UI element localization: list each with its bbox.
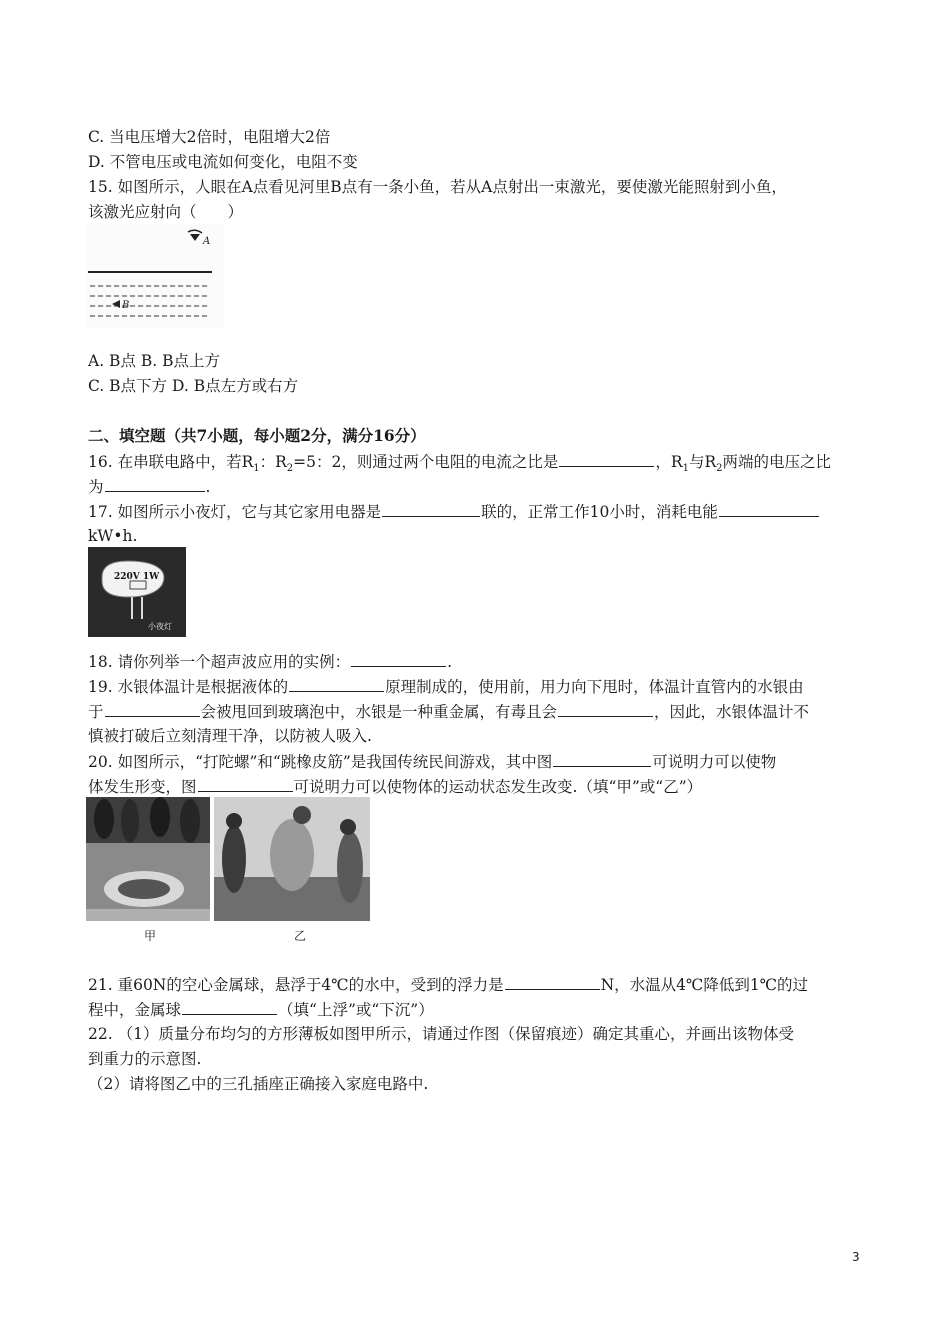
fish-river-figure [86, 224, 224, 328]
q17-line2: kW•h. [88, 527, 138, 545]
q18-line: 18. 请你列举一个超声波应用的实例： . [88, 653, 453, 671]
point-a-label: A [203, 236, 211, 247]
q17-blank-2[interactable] [719, 501, 819, 517]
q16-line1: 16. 在串联电路中，若$R_1$：$R_2=5$：2，则通过两个电阻的电流之比是 ，$R_1$与$R_2$两端的电压之比 [88, 453, 831, 475]
q21-blank-2[interactable] [182, 999, 277, 1015]
q18-blank[interactable] [351, 651, 446, 667]
lamp-rating-label: 220V 1W [114, 572, 160, 582]
q17-blank-1[interactable] [382, 501, 480, 517]
q16-line2: 为 . [88, 478, 211, 496]
q14-option-d: D. 不管电压或电流如何变化，电阻不变 [88, 153, 358, 171]
q22-line3: （2）请将图乙中的三孔插座正确接入家庭电路中. [88, 1075, 429, 1093]
q20-blank-2[interactable] [198, 776, 293, 792]
folk-games-figure [86, 797, 374, 949]
section-2-heading: 二、填空题（共7小题，每小题2分，满分16分） [88, 426, 426, 445]
q22-line1: 22. （1）质量分布均匀的方形薄板如图甲所示，请通过作图（保留痕迹）确定其重心，并画出该物体受 [88, 1025, 794, 1043]
q21-line1: 21. 重60N的空心金属球，悬浮于4℃的水中，受到的浮力是 N，水温从4℃降低到1℃的过 [88, 976, 809, 994]
q20-line2: 体发生形变，图 可说明力可以使物体的运动状态发生改变.（填“甲”或“乙”） [88, 778, 703, 796]
q19-blank-2[interactable] [105, 701, 200, 717]
q14-option-c: C. 当电压增大2倍时，电阻增大2倍 [88, 128, 331, 146]
caption-yi: 乙 [294, 929, 307, 943]
q17-line1: 17. 如图所示小夜灯，它与其它家用电器是 联的，正常工作10小时，消耗电能 [88, 501, 820, 522]
q21-blank-1[interactable] [505, 974, 600, 990]
rubber-band-jump-photo [214, 797, 370, 921]
night-lamp-figure [88, 547, 186, 637]
q19-line3: 慎被打破后立刻清理干净，以防被人吸入. [88, 727, 372, 745]
point-b-label: B [122, 300, 130, 311]
q19-line1: 19. 水银体温计是根据液体的 原理制成的，使用前，用力向下甩时，体温计直管内的水银由 [88, 678, 804, 696]
q22-line2: 到重力的示意图. [88, 1050, 202, 1068]
q16-blank-2[interactable] [105, 476, 205, 492]
q16-blank-1[interactable] [559, 451, 654, 467]
q15-stem-line1: 15. 如图所示，人眼在A点看见河里B点有一条小鱼，若从A点射出一束激光，要使激光能照射到小鱼， [88, 178, 787, 196]
q19-blank-1[interactable] [289, 676, 384, 692]
q15-options-ab: A. B点 B. B点上方 [88, 352, 221, 370]
lamp-caption: 小夜灯 [148, 622, 172, 631]
q15-options-cd: C. B点下方 D. B点左方或右方 [88, 377, 299, 395]
q15-stem-line2: 该激光应射向（ ） [88, 203, 244, 221]
spinning-top-photo [86, 797, 210, 921]
page-number: 3 [852, 1250, 860, 1264]
q19-line2: 于 会被甩回到玻璃泡中，水银是一种重金属，有毒且会 ，因此，水银体温计不 [88, 703, 810, 721]
q20-line1: 20. 如图所示，“打陀螺”和“跳橡皮筋”是我国传统民间游戏，其中图 可说明力可以使物 [88, 753, 777, 771]
q19-blank-3[interactable] [558, 701, 653, 717]
caption-jia: 甲 [144, 929, 157, 943]
q21-line2: 程中，金属球 （填“上浮”或“下沉”） [88, 1001, 434, 1019]
q20-blank-1[interactable] [553, 751, 651, 767]
